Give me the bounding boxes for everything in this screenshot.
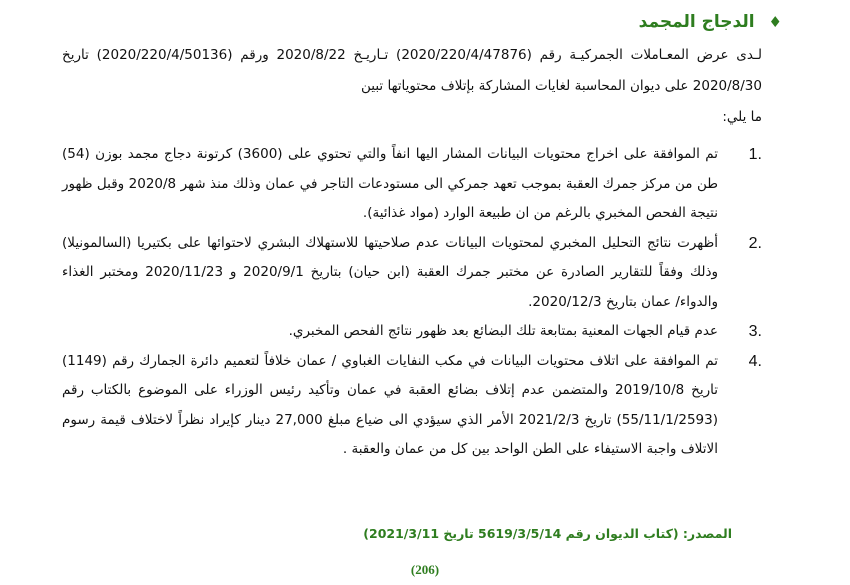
page-number: (206) xyxy=(410,562,440,577)
intro-paragraph xyxy=(62,40,762,133)
intro-text: لـدى عرض المعـاملات الجمركيـة رقم (2020/220/4/47876) تـاريـخ 2020/8/22 ورقم (2020/220/4/50136) تاريخ 2020/8/30 على ديوان المحاسبة لغايات المشاركة بإتلاف محتوياتها تبين xyxy=(62,47,763,94)
list-item-number: 2. xyxy=(748,234,762,252)
list-item-text: عدم قيام الجهات المعنية بمتابعة تلك البضائع بعد ظهور نتائج الفحص المخبري. xyxy=(288,323,718,339)
list-item-text: تم الموافقة على اتلاف محتويات البيانات في مكب النفايات الغباوي / عمان خلافاً لتعميم دائرة الجمارك رقم (1149) تاريخ 2019/10/8 والمتضمن عدم إتلاف بضائع العقبة في عمان وتأكيد رئيس الوزراء على الموضوع بالكتاب رقم (55/11/1/2593) تاريخ 2021/2/3 الأمر الذي سيؤدي الى ضياع مبلغ 27,000 دينار كإيراد نظراً لاختلاف قيمة رسوم الاتلاف واجبة الاستيفاء على الطن الواحد بين كل من عمان والعقبة . xyxy=(62,352,718,457)
diamond-bullet-icon: ♦ xyxy=(768,12,782,31)
list-item-number: 1. xyxy=(748,146,762,163)
section-heading-row xyxy=(639,12,782,32)
list-item-number: 4. xyxy=(748,352,762,370)
list-item-text: تم الموافقة على اخراج محتويات البيانات المشار اليها انفاً والتي تحتوي على (3600) كرتونة دجاج مجمد بوزن (54) طن من مركز جمرك العقبة بموجب تعهد جمركي الى مستودعات التاجر في عمان وذلك منذ شهر 2020/8 وقبل ظهور نتيجة الفحص المخبري بالرغم من ان طبيعة الوارد (مواد غذائية). xyxy=(62,146,719,221)
source-citation: المصدر: (كتاب الديوان رقم 5619/3/5/14 تاريخ 2021/3/11) xyxy=(363,526,732,541)
intro-lead-in: ما يلي: xyxy=(722,109,762,125)
list-item-number: 3. xyxy=(748,323,762,340)
list-item xyxy=(62,140,762,229)
list-item-text: أظهرت نتائج التحليل المخبري لمحتويات البيانات عدم صلاحيتها للاستهلاك البشري لاحتوائها على بكتيريا (السالمونيلا) وذلك وفقاً للتقارير الصادرة عن مختبر جمرك العقبة (ابن حيان) بتاريخ 2020/9/1 و 2020/11/23 ومختبر الغذاء والدواء/ عمان بتاريخ 2020/12/3. xyxy=(62,234,718,310)
list-item xyxy=(62,229,762,318)
section-title: الدجاج المجمد xyxy=(638,12,755,32)
list-item xyxy=(62,347,762,465)
findings-list xyxy=(62,140,762,465)
list-item xyxy=(62,317,762,347)
